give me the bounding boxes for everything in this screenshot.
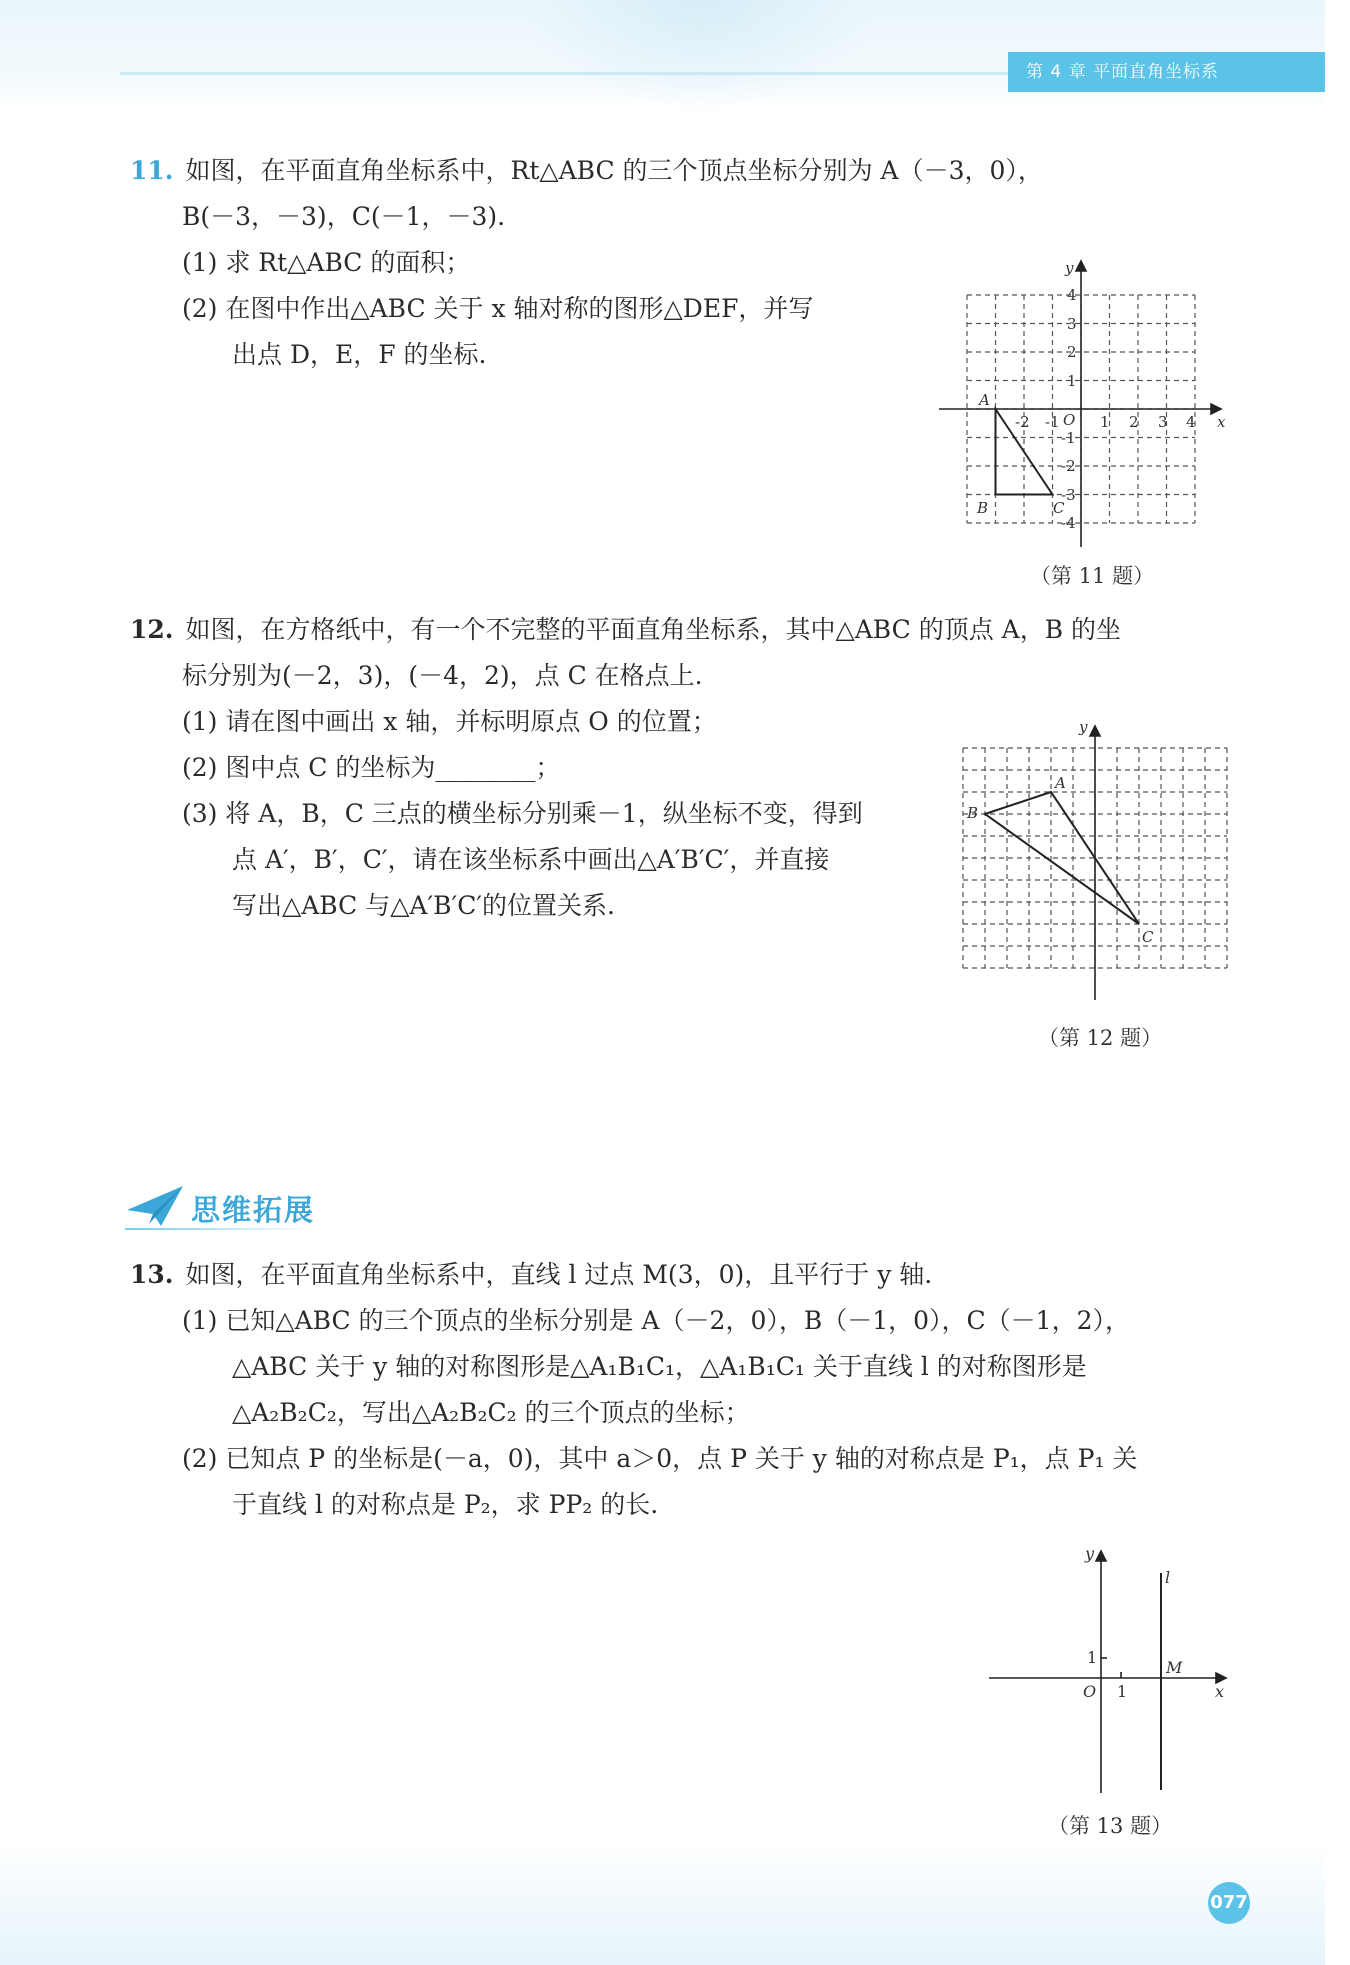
q11-y-tick: -4 bbox=[1061, 514, 1076, 532]
q13-line-label: l bbox=[1165, 1568, 1171, 1587]
q13-tick-x: 1 bbox=[1117, 1682, 1128, 1701]
q13-part1b: △ABC 关于 y 轴的对称图形是△A₁B₁C₁，△A₁B₁C₁ 关于直线 l 的对称图形是 bbox=[232, 1352, 1087, 1381]
q11-x-tick: 4 bbox=[1186, 413, 1196, 431]
section-header bbox=[125, 1178, 425, 1238]
q11-line2: B(－3，－3)，C(－1，－3). bbox=[182, 202, 506, 231]
q11-caption: （第 11 题） bbox=[1030, 564, 1155, 588]
page-number: 077 bbox=[1208, 1882, 1250, 1924]
q11-part1: (1) 求 Rt△ABC 的面积； bbox=[182, 248, 471, 277]
q11-axis-y-label: y bbox=[1065, 259, 1074, 277]
q11-x-tick: -2 bbox=[1015, 413, 1030, 431]
section-underline bbox=[125, 1228, 315, 1230]
q13-part2b: 于直线 l 的对称点是 P₂，求 PP₂ 的长. bbox=[232, 1490, 659, 1519]
q11-y-tick: -2 bbox=[1061, 457, 1076, 475]
q13-axis-x-label: x bbox=[1215, 1682, 1225, 1701]
q12-part3a: (3) 将 A，B，C 三点的横坐标分别乘－1，纵坐标不变，得到 bbox=[182, 799, 863, 828]
q13-part2a: (2) 已知点 P 的坐标是(－a，0)，其中 a＞0，点 P 关于 y 轴的对称点是 P₁，点 P₁ 关 bbox=[182, 1444, 1138, 1473]
q12-point-B: B bbox=[967, 804, 979, 822]
q11-axis-x-label: x bbox=[1217, 413, 1226, 431]
q13-tick-y: 1 bbox=[1087, 1648, 1098, 1667]
footer-band bbox=[0, 1840, 1325, 1965]
q11-number: 11. bbox=[130, 156, 174, 185]
q11-stem: 如图，在平面直角坐标系中，Rt△ABC 的三个顶点坐标分别为 A（－3，0）， bbox=[185, 156, 1043, 185]
q12-point-C: C bbox=[1142, 928, 1154, 946]
q11-x-tick: -1 bbox=[1045, 413, 1060, 431]
q12-line2: 标分别为(－2，3)，(－4，2)，点 C 在格点上. bbox=[182, 661, 703, 690]
q11-x-tick: 2 bbox=[1129, 413, 1139, 431]
q13-number: 13. bbox=[130, 1260, 174, 1289]
q11-y-tick: -1 bbox=[1061, 429, 1076, 447]
q11-x-tick: 3 bbox=[1158, 413, 1168, 431]
q13-part1c: △A₂B₂C₂，写出△A₂B₂C₂ 的三个顶点的坐标； bbox=[232, 1398, 750, 1427]
q13-caption: （第 13 题） bbox=[1048, 1814, 1173, 1838]
q11-part2a: (2) 在图中作出△ABC 关于 x 轴对称的图形△DEF，并写 bbox=[182, 294, 814, 323]
q12-number: 12. bbox=[130, 615, 174, 644]
q11-y-tick: 3 bbox=[1067, 315, 1077, 333]
q13-line1 bbox=[130, 1252, 932, 1298]
q12-part3b: 点 A′，B′，C′，请在该坐标系中画出△A′B′C′，并直接 bbox=[232, 845, 830, 874]
q12-part2: (2) 图中点 C 的坐标为________； bbox=[182, 753, 561, 782]
q12-point-A: A bbox=[1055, 774, 1066, 792]
q12-caption: （第 12 题） bbox=[1038, 1026, 1163, 1050]
q13-stem: 如图，在平面直角坐标系中，直线 l 过点 M(3，0)，且平行于 y 轴. bbox=[185, 1260, 933, 1289]
q12-part3c: 写出△ABC 与△A′B′C′的位置关系. bbox=[232, 891, 615, 920]
q13-axes bbox=[989, 1551, 1226, 1793]
q12-figure bbox=[955, 718, 1235, 1008]
q11-y-tick: -3 bbox=[1061, 486, 1076, 504]
q12-axis-y-label: y bbox=[1079, 718, 1088, 736]
q11-y-tick: 4 bbox=[1067, 286, 1077, 304]
q11-y-tick: 1 bbox=[1067, 372, 1077, 390]
q11-point-A: A bbox=[979, 391, 990, 409]
paper-plane-icon bbox=[125, 1184, 185, 1228]
q13-part1a: (1) 已知△ABC 的三个顶点的坐标分别是 A（－2，0），B（－1，0），C（－1，2）， bbox=[182, 1306, 1130, 1335]
q13-axis-y-label: y bbox=[1085, 1545, 1095, 1563]
q11-point-B: B bbox=[977, 499, 989, 517]
chapter-tag: 第 4 章 平面直角坐标系 bbox=[1008, 52, 1325, 92]
q11-figure bbox=[935, 255, 1235, 565]
q12-part1: (1) 请在图中画出 x 轴，并标明原点 O 的位置； bbox=[182, 707, 717, 736]
q11-part2b: 出点 D，E，F 的坐标. bbox=[232, 340, 487, 369]
q11-origin-label: O bbox=[1063, 411, 1076, 429]
q12-stem: 如图，在方格纸中，有一个不完整的平面直角坐标系，其中△ABC 的顶点 A，B 的坐 bbox=[185, 615, 1122, 644]
q13-origin-label: O bbox=[1083, 1682, 1097, 1701]
q13-point-M: M bbox=[1166, 1658, 1183, 1677]
q11-y-tick: 2 bbox=[1067, 343, 1077, 361]
q11-line1 bbox=[130, 148, 1043, 194]
section-title: 思维拓展 bbox=[191, 1193, 316, 1227]
q11-point-C: C bbox=[1053, 499, 1065, 517]
q13-figure bbox=[985, 1545, 1235, 1795]
q11-x-tick: 1 bbox=[1100, 413, 1110, 431]
q12-line1 bbox=[130, 607, 1121, 653]
